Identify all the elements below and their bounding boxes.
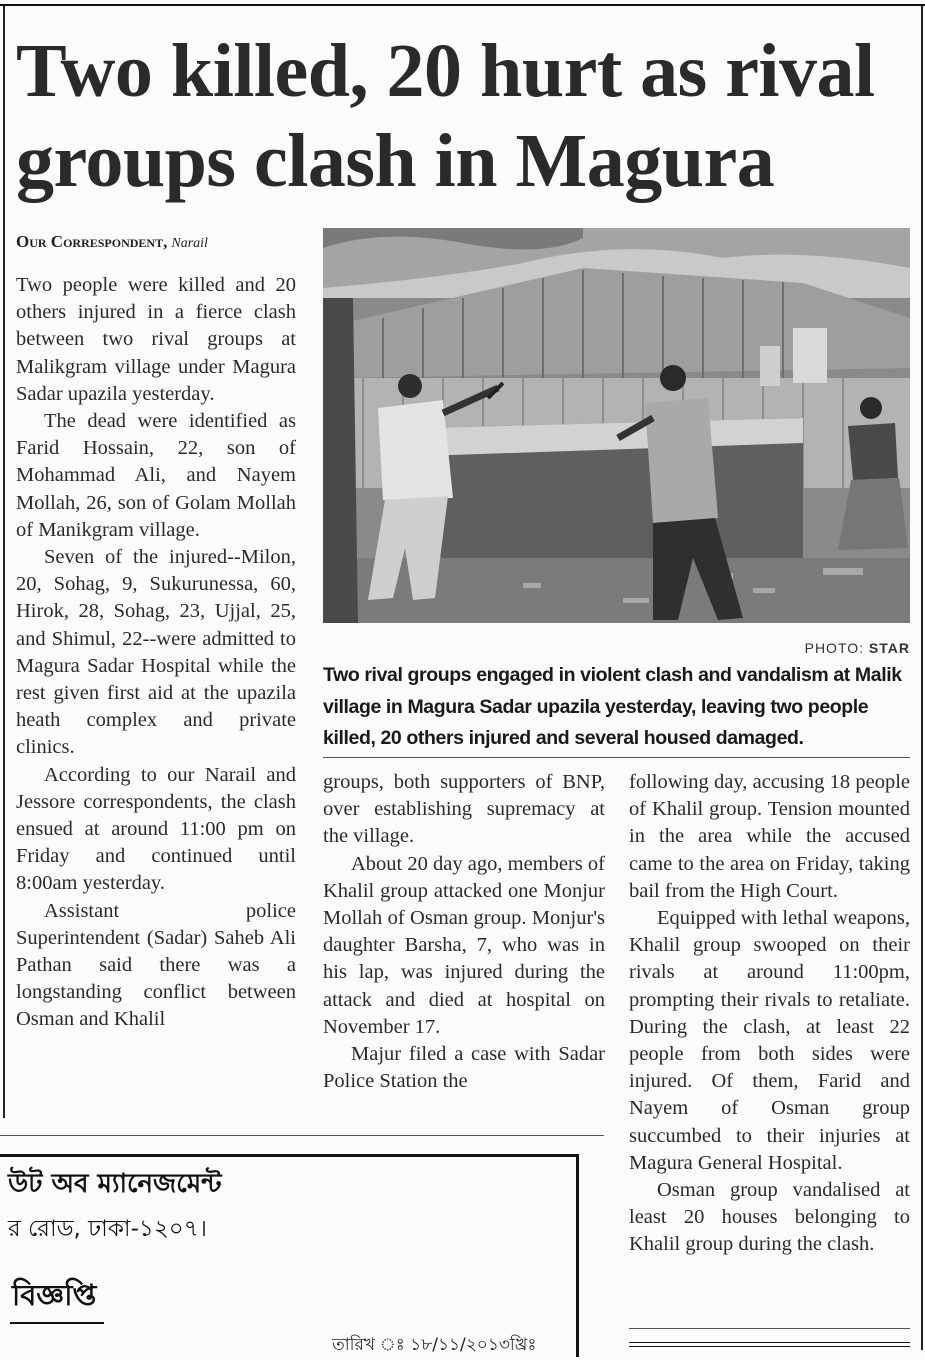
paragraph: Equipped with lethal weapons, Khalil group swooped on their rivals at around 11:00pm, prompting their rivals to retaliate. During the clash, at least 22 people from both sides were injured. Of them, Farid and Nayem of Osman group succumbed to their injuries at Magura General Hospital. <box>629 907 910 1174</box>
photo-credit-label: PHOTO: <box>804 640 865 656</box>
ad-institute-name: উট অব ম্যানেজমেন্ট <box>8 1169 222 1199</box>
article-column-1 <box>16 272 296 1034</box>
paragraph: The dead were identified as Farid Hossain, 22, son of Mohammad Ali, and Nayem Mollah, 26, son of Golam Mollah of Manikgram village. <box>16 410 296 541</box>
paragraph: groups, both supporters of BNP, over establishing supremacy at the village. <box>323 771 605 848</box>
paragraph: following day, accusing 18 people of Khalil group. Tension mounted in the area while the accused came to the area on Friday, taking bail from the High Court. <box>629 771 910 902</box>
byline <box>16 232 306 252</box>
photo-credit <box>700 640 910 656</box>
headline <box>16 26 916 206</box>
byline-place: Narail <box>171 236 208 251</box>
article-column-2 <box>323 769 605 1095</box>
divider <box>323 757 910 758</box>
ad-heading: বিজ্ঞপ্তি <box>12 1278 97 1312</box>
double-rule <box>629 1342 910 1347</box>
paragraph: Two people were killed and 20 others injured in a fierce clash between two rival groups at Malikgram village under Magura Sadar upazila yesterday. <box>16 274 296 405</box>
paragraph: Majur filed a case with Sadar Police Station the <box>323 1043 605 1093</box>
photo-credit-source: STAR <box>868 640 910 656</box>
paragraph: About 20 day ago, members of Khalil group attacked one Monjur Mollah of Osman group. Monjur's daughter Barsha, 7, who was in his lap, was injured during the attack and died at hospital on November 17. <box>323 852 605 1038</box>
left-rule <box>3 6 5 1118</box>
news-photo <box>323 228 910 623</box>
photo-illustration <box>323 228 910 623</box>
paragraph: Assistant police Superintendent (Sadar) Saheb Ali Pathan said there was a longstanding conflict between Osman and Khalil <box>16 899 296 1031</box>
article-column-3 <box>629 769 910 1259</box>
byline-name: Our Correspondent, <box>16 232 168 251</box>
headline-line-2: groups clash in Magura <box>16 119 775 203</box>
paragraph: Osman group vandalised at least 20 houses belonging to Khalil group during the clash. <box>629 1179 910 1256</box>
paragraph: According to our Narail and Jessore correspondents, the clash ensued at around 11:00 pm on Friday and continued until 8:00am yesterday. <box>16 763 296 895</box>
headline-line-1: Two killed, 20 hurt as rival <box>16 29 875 113</box>
ad-date: তারিখ ঃ ১৮/১১/২০১৩খ্রিঃ <box>332 1335 537 1355</box>
ad-heading-underline <box>10 1322 104 1324</box>
paragraph: Seven of the injured--Milon, 20, Sohag, 9, Sukurunessa, 60, Hirok, 28, Sohag, 23, Ujjal, 25, and Shimul, 22--were admitted to Magura Sadar Hospital while the rest given first aid at the upazila heath complex and private clinics. <box>16 546 296 759</box>
divider <box>0 1135 604 1136</box>
top-rule <box>0 4 925 6</box>
photo-caption: Two rival groups engaged in violent clash and vandalism at Malik village in Magura Sadar upazila yesterday, leaving two people killed, 20 others injured and several housed damaged. <box>323 664 902 749</box>
ad-address: র রোড, ঢাকা-১২০৭। <box>8 1216 207 1242</box>
divider <box>629 1328 910 1329</box>
right-rule <box>921 6 923 1350</box>
